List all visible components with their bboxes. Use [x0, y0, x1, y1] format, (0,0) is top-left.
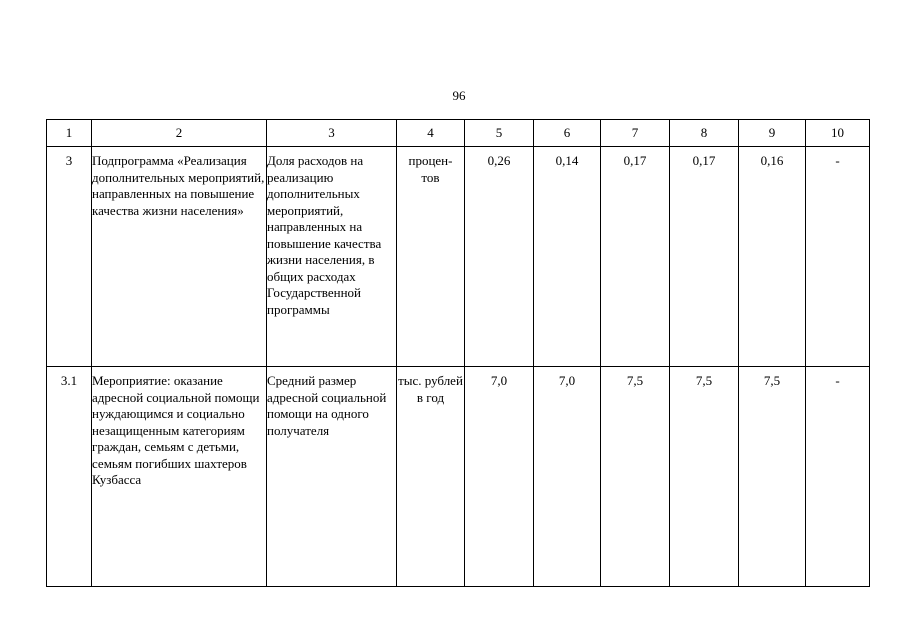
row-number: 3: [47, 147, 92, 367]
unit-cell: тыс. рублей в год: [397, 367, 465, 587]
value-cell: 0,26: [465, 147, 534, 367]
column-header: 8: [670, 120, 739, 147]
value-cell: 7,0: [465, 367, 534, 587]
program-name: Подпрограмма «Реализация дополнительных мероприятий, направленных на повышение качества жизни населения»: [92, 147, 267, 367]
indicator-name: Доля расходов на реализацию дополнительных мероприятий, направленных на повышение качества жизни населения, в общих расходах Государственной программы: [267, 147, 397, 367]
value-cell: -: [806, 147, 870, 367]
column-header: 2: [92, 120, 267, 147]
value-cell: 7,5: [670, 367, 739, 587]
column-header: 1: [47, 120, 92, 147]
column-header: 6: [534, 120, 601, 147]
value-cell: 0,17: [601, 147, 670, 367]
value-cell: -: [806, 367, 870, 587]
row-number: 3.1: [47, 367, 92, 587]
program-name: Мероприятие: оказание адресной социальной помощи нуждающимся и социально незащищенным категориям граждан, семьям с детьми, семьям погибших шахтеров Кузбасса: [92, 367, 267, 587]
value-cell: 0,16: [739, 147, 806, 367]
table-row: [47, 367, 870, 587]
column-header: 7: [601, 120, 670, 147]
value-cell: 7,0: [534, 367, 601, 587]
table-row: [47, 147, 870, 367]
column-header: 10: [806, 120, 870, 147]
table-header-row: [47, 120, 870, 147]
column-header: 3: [267, 120, 397, 147]
value-cell: 0,17: [670, 147, 739, 367]
indicators-table: [46, 119, 870, 587]
page-number: 96: [452, 88, 466, 103]
unit-cell: процен- тов: [397, 147, 465, 367]
value-cell: 0,14: [534, 147, 601, 367]
column-header: 9: [739, 120, 806, 147]
value-cell: 7,5: [601, 367, 670, 587]
indicator-name: Средний размер адресной социальной помощи на одного получателя: [267, 367, 397, 587]
column-header: 5: [465, 120, 534, 147]
column-header: 4: [397, 120, 465, 147]
value-cell: 7,5: [739, 367, 806, 587]
